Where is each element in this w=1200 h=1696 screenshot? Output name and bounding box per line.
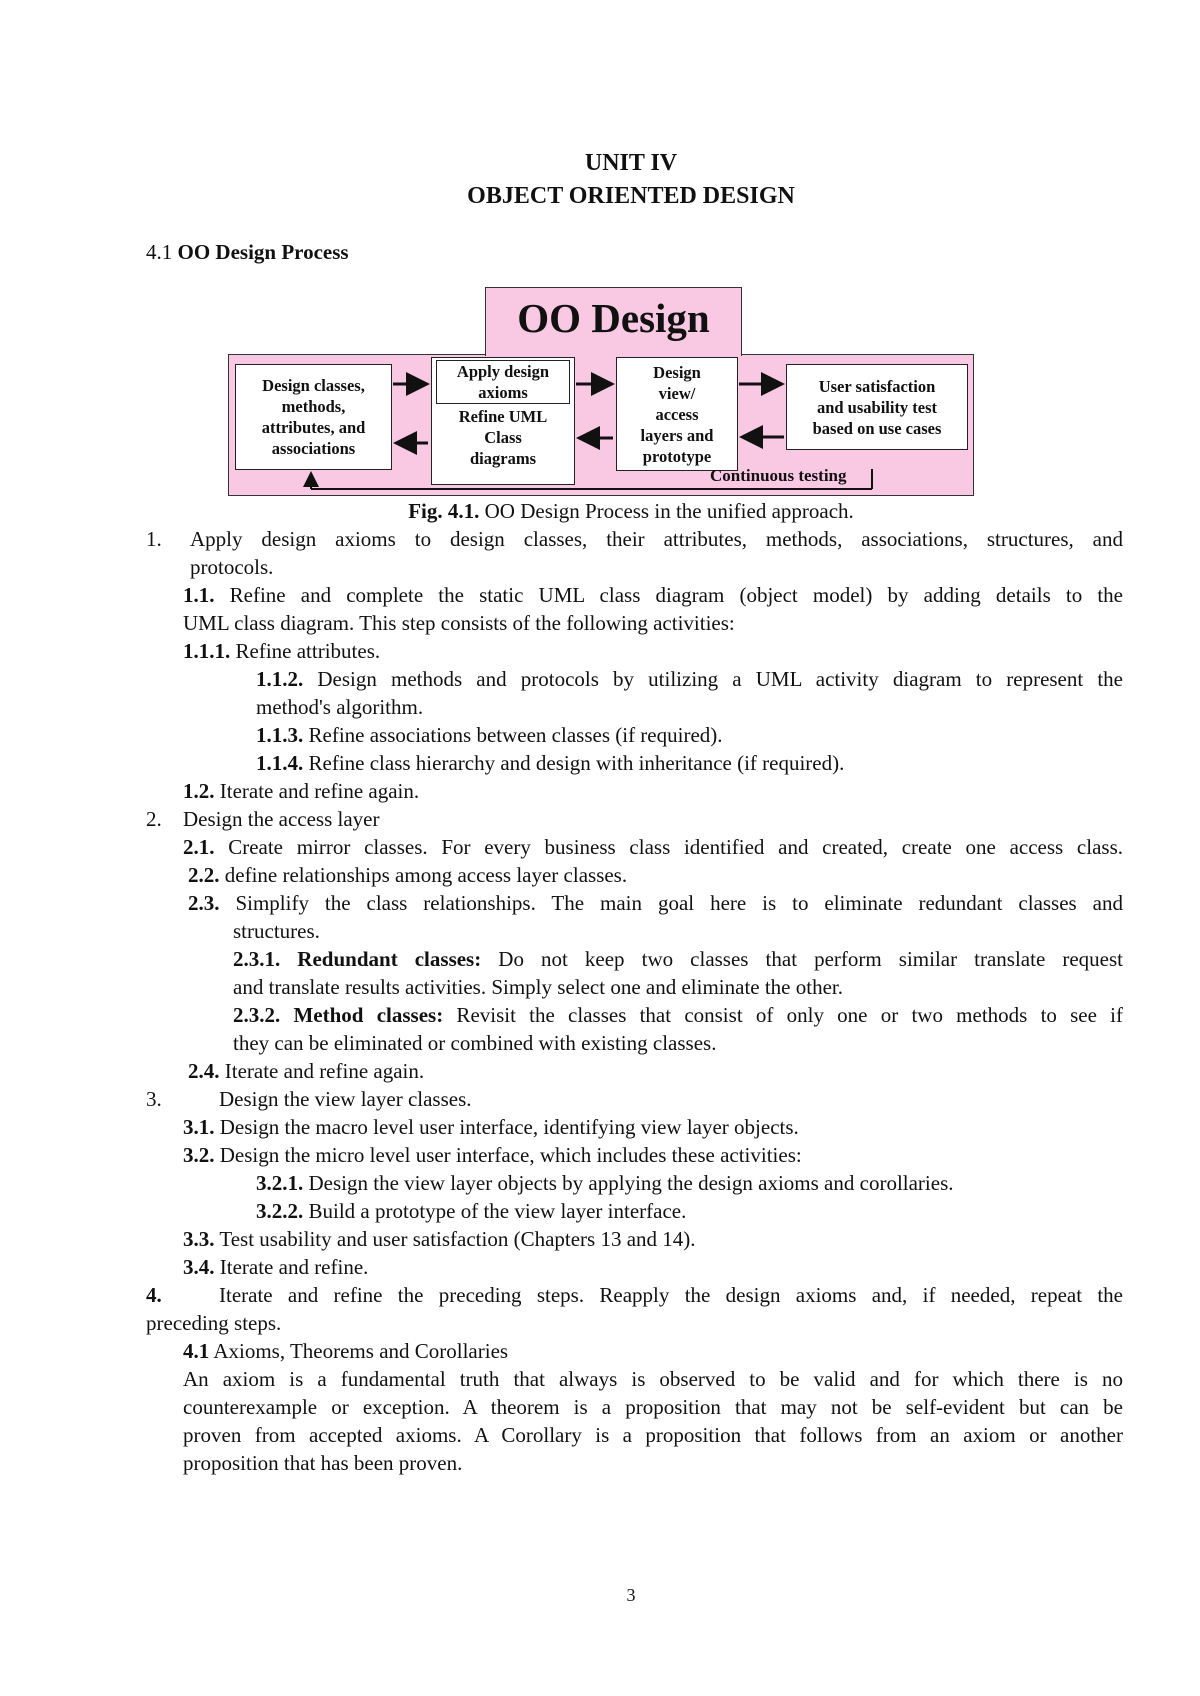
text-line	[183, 835, 1123, 860]
text-line: method's algorithm.	[256, 695, 424, 719]
page-title: OBJECT ORIENTED DESIGN	[467, 183, 795, 209]
item-number: 2.2.	[188, 863, 220, 887]
figure-box-apply-axioms	[436, 360, 570, 404]
item-number: 1.1.3.	[256, 723, 304, 747]
item-number: 1.2.	[183, 779, 215, 803]
item-number: 1.1.2.	[256, 667, 304, 691]
box3-line: layers and	[640, 425, 714, 445]
text-line: preceding steps.	[146, 1311, 282, 1335]
text-line	[183, 639, 380, 664]
item-text: Iterate and refine.	[214, 1255, 369, 1279]
list-number: 1.	[146, 527, 162, 551]
item-number: 1.1.4.	[256, 751, 304, 775]
item-number: 1.1.1.	[183, 639, 231, 663]
text-line: they can be eliminated or combined with existing classes.	[233, 1031, 717, 1055]
item-number: 3.1.	[183, 1115, 215, 1139]
item-text: Do not keep two classes that perform similar translate request	[481, 947, 1123, 971]
box2-line: diagrams	[470, 449, 536, 468]
text-line	[256, 723, 723, 748]
box2-line: Class	[484, 428, 522, 447]
item-text: Refine associations between classes (if required).	[303, 723, 723, 747]
unit-heading: UNIT IV	[584, 150, 678, 176]
caption-number: Fig. 4.1.	[408, 499, 480, 523]
text-line: protocols.	[190, 555, 274, 579]
section-heading	[146, 240, 349, 265]
item-text: Test usability and user satisfaction (Chapters 13 and 14).	[214, 1227, 696, 1251]
figure-box-refine-uml	[431, 357, 575, 485]
figure-box-design-classes	[235, 364, 392, 470]
text-line: counterexample or exception. A theorem is a proposition that may not be self-evident but can be	[183, 1395, 1123, 1419]
item-text: Create mirror classes. For every business class identified and created, create one access class.	[214, 835, 1123, 859]
item-number: 4.1	[183, 1339, 210, 1363]
list-number: 3.	[146, 1087, 162, 1111]
text-line	[256, 1199, 686, 1224]
item-number: 2.3.	[188, 891, 220, 915]
item-number: 3.2.1.	[256, 1171, 304, 1195]
item-number: 2.3.2. Method classes:	[233, 1003, 444, 1027]
text-line: Design the view layer classes.	[219, 1087, 472, 1111]
text-line	[233, 1003, 1123, 1028]
subsection-heading	[183, 1339, 508, 1364]
text-line	[183, 583, 1123, 608]
item-text: Design the view layer objects by applying the design axioms and corollaries.	[303, 1171, 954, 1195]
text-line	[183, 1143, 802, 1168]
box3-line: prototype	[642, 446, 712, 466]
item-number: 3.3.	[183, 1227, 215, 1251]
box2-line: Refine UML	[458, 407, 548, 426]
text-line	[183, 1255, 368, 1280]
figure-box-design-view	[616, 357, 738, 471]
item-number: 3.2.	[183, 1143, 215, 1167]
figure-title: OO Design	[517, 295, 710, 341]
box1-line: attributes, and	[261, 418, 366, 437]
item-text: Refine attributes.	[230, 639, 381, 663]
text-line: Apply design axioms to design classes, their attributes, methods, associations, structures, and	[190, 527, 1123, 551]
box2-inner-line: axioms	[478, 383, 528, 402]
item-text: Design the micro level user interface, which includes these activities:	[214, 1143, 802, 1167]
box2-inner-line: Apply design	[456, 362, 550, 381]
figure-box-user-satisfaction	[786, 364, 968, 450]
text-line: Design the access layer	[183, 807, 380, 831]
item-number: 2.1.	[183, 835, 215, 859]
item-number: 2.4.	[188, 1059, 220, 1083]
item-number: 3.2.2.	[256, 1199, 304, 1223]
text-line	[183, 1227, 696, 1252]
item-text: define relationships among access layer classes.	[219, 863, 628, 887]
item-number: 4.	[146, 1283, 162, 1307]
box1-line: associations	[271, 439, 356, 458]
item-text: Iterate and refine again.	[219, 1059, 425, 1083]
item-text: Refine class hierarchy and design with inheritance (if required).	[303, 751, 845, 775]
item-text: Refine and complete the static UML class diagram (object model) by adding details to the	[214, 583, 1123, 607]
box1-line: Design classes,	[262, 376, 365, 395]
text-line: proven from accepted axioms. A Corollary is a proposition that follows from an axiom or another	[183, 1423, 1123, 1447]
continuous-testing-label: Continuous testing	[710, 466, 847, 485]
page-number: 3	[626, 1585, 636, 1605]
box4-line: and usability test	[816, 397, 938, 417]
text-line	[233, 947, 1123, 972]
section-title: OO Design Process	[177, 240, 349, 264]
text-line	[188, 891, 1123, 916]
text-line: and translate results activities. Simply select one and eliminate the other.	[233, 975, 843, 999]
text-line	[256, 751, 844, 776]
item-text: Design the macro level user interface, identifying view layer objects.	[214, 1115, 799, 1139]
box3-line: access	[655, 404, 699, 424]
text-line: UML class diagram. This step consists of the following activities:	[183, 611, 735, 635]
item-text: Build a prototype of the view layer interface.	[303, 1199, 687, 1223]
text-line	[256, 667, 1123, 692]
box4-line: based on use cases	[812, 418, 942, 438]
text-line	[256, 1171, 954, 1196]
figure-title-tab	[485, 287, 742, 356]
box3-line: Design	[653, 362, 701, 382]
item-text: Iterate and refine again.	[214, 779, 420, 803]
text-line: proposition that has been proven.	[183, 1451, 463, 1475]
text-line	[183, 1115, 799, 1140]
text-line	[183, 779, 419, 804]
list-number: 2.	[146, 807, 162, 831]
text-line	[188, 863, 627, 888]
item-text: Simplify the class relationships. The main goal here is to eliminate redundant classes and	[219, 891, 1123, 915]
item-text: Revisit the classes that consist of only one or two methods to see if	[443, 1003, 1124, 1027]
box3-line: view/	[658, 383, 696, 403]
box1-line: methods,	[281, 397, 346, 416]
item-text: Axioms, Theorems and Corollaries	[209, 1339, 509, 1363]
text-line: structures.	[233, 919, 320, 943]
text-line: An axiom is a fundamental truth that always is observed to be valid and for which there is no	[183, 1367, 1123, 1391]
item-number: 2.3.1. Redundant classes:	[233, 947, 482, 971]
item-number: 1.1.	[183, 583, 215, 607]
text-line	[188, 1059, 424, 1084]
figure-caption	[0, 499, 1200, 524]
text-line: Iterate and refine the preceding steps. Reapply the design axioms and, if needed, repeat the	[219, 1283, 1123, 1307]
item-number: 3.4.	[183, 1255, 215, 1279]
box4-line: User satisfaction	[818, 376, 936, 396]
section-number: 4.1	[146, 240, 173, 264]
item-text: Design methods and protocols by utilizing a UML activity diagram to represent the	[303, 667, 1123, 691]
list-number	[146, 1283, 162, 1308]
caption-text: OO Design Process in the unified approach.	[479, 499, 854, 523]
